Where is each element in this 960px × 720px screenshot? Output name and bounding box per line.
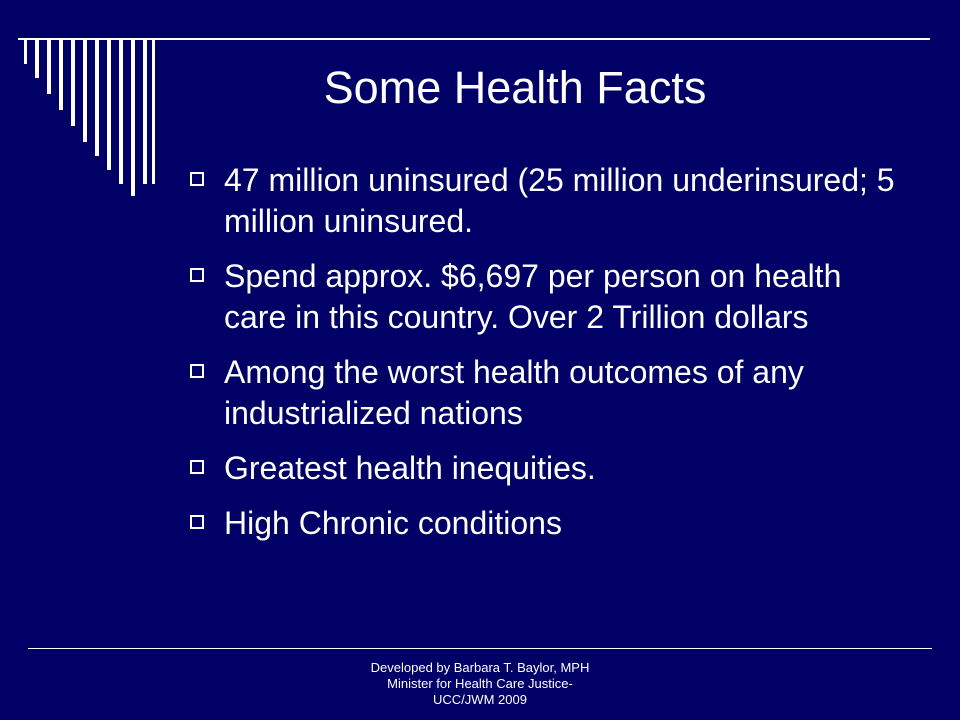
hollow-square-icon <box>190 460 204 474</box>
footer-credit <box>300 660 660 708</box>
bullet-item <box>190 160 910 242</box>
footer-line: Developed by Barbara T. Baylor, MPH <box>370 660 590 675</box>
hollow-square-icon <box>190 364 204 378</box>
bullet-text: High Chronic conditions <box>224 505 562 541</box>
bullet-text: Greatest health inequities. <box>224 450 596 486</box>
bullet-item <box>190 448 910 489</box>
bullet-text: 47 million uninsured (25 million underinsured; 5 million uninsured. <box>224 162 895 239</box>
hollow-square-icon <box>190 172 204 186</box>
footer-line: Minister for Health Care Justice- <box>387 676 573 691</box>
decorative-bars <box>0 0 160 200</box>
bullet-item <box>190 256 910 338</box>
hollow-square-icon <box>190 268 204 282</box>
hollow-square-icon <box>190 515 204 529</box>
footer-line: UCC/JWM 2009 <box>433 692 527 707</box>
bullet-item <box>190 352 910 434</box>
bottom-rule <box>28 648 932 649</box>
bullet-text: Spend approx. $6,697 per person on health care in this country. Over 2 Trillion dollars <box>224 258 842 335</box>
bullet-item <box>190 503 910 544</box>
slide-title: Some Health Facts <box>323 62 707 113</box>
bullet-list <box>190 160 910 558</box>
bullet-text: Among the worst health outcomes of any industrialized nations <box>224 354 804 431</box>
